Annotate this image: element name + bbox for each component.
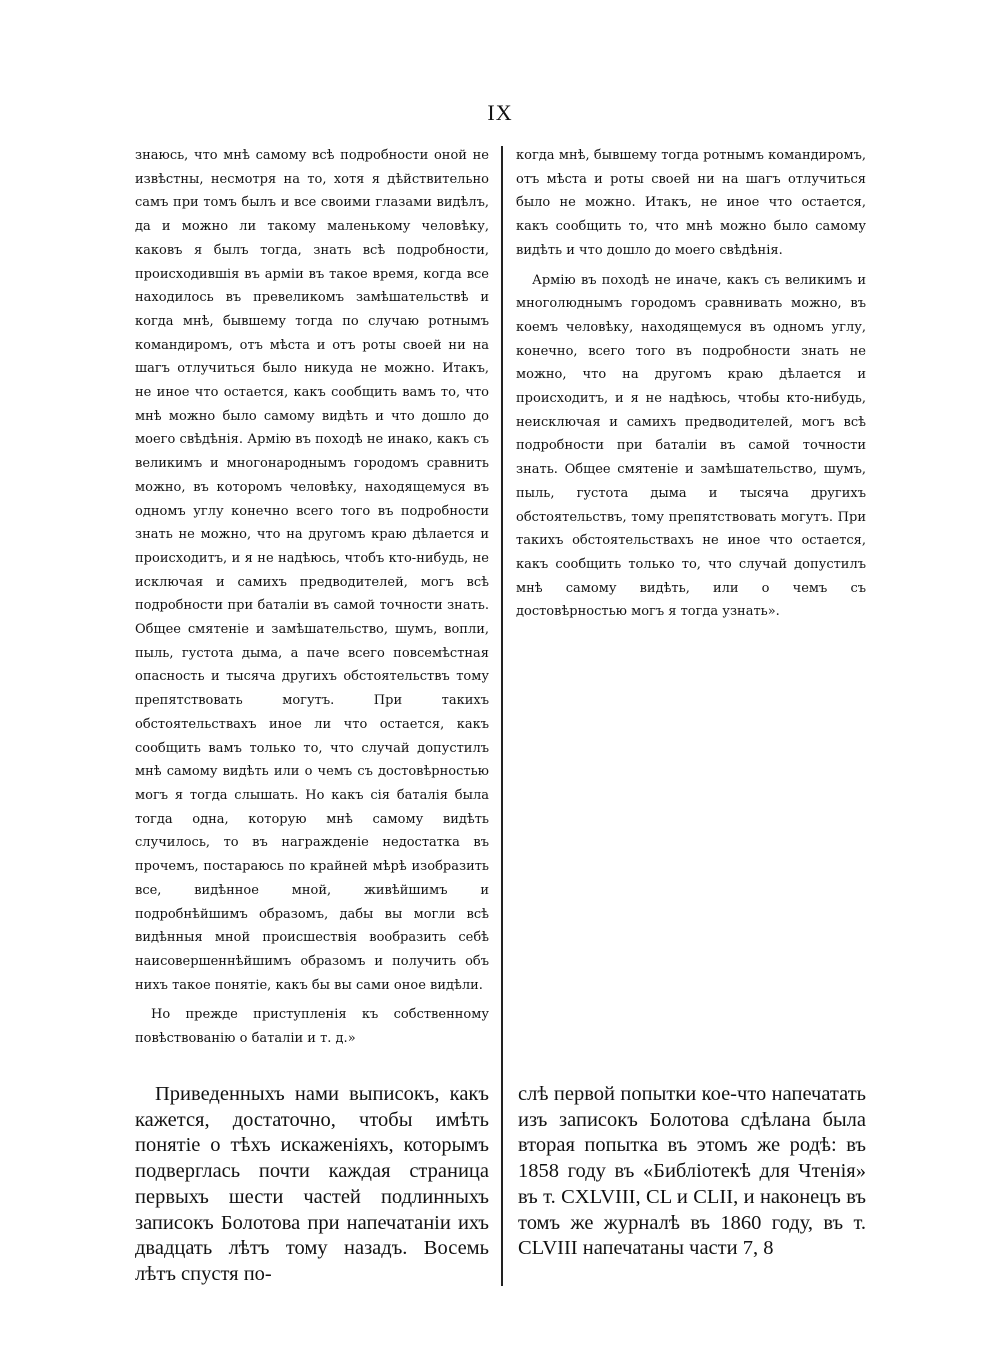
commentary-column-right — [518, 1082, 866, 1262]
quote-right-paragraph-1: когда мнѣ, бывшему тогда ротнымъ командиромъ, отъ мѣста и роты своей ни на шагъ отлучиться было не можно. Итакъ, не иное что остается, какъ сообщить то, что мнѣ можно было самому видѣть и что дошло до моего свѣдѣнія. — [516, 148, 866, 258]
quote-left-paragraph-1: знаюсь, что мнѣ самому всѣ подробности оной не извѣстны, несмотря на то, хотя я дѣйствительно самъ при томъ былъ и все своими глазами видѣлъ, да и можно ли такому маленькому человѣку, каковъ я былъ тогда, знать всѣ подробности, происходившія въ арміи въ такое время, когда все находилось въ превеликомъ замѣшательствѣ и когда мнѣ, бывшему тогда по случаю ротнымъ командиромъ, отъ мѣста и отъ роты своей ни на шагъ отлучиться было никуда не можно. Итакъ, не иное что остается, какъ сообщить вамъ то, что мнѣ можно было самому видѣть и что дошло до моего свѣдѣнія. Армію въ походѣ не инако, какъ съ великимъ и многонароднымъ городомъ сравнить можно, въ которомъ человѣку, находящемуся въ одномъ углу конечно всего того въ подробности знать не можно, что на другомъ краю дѣлается и происходитъ, и я не надѣюсь, чтобъ кто-нибудь, не исключая и самихъ предводителей, могъ всѣ подробности при баталіи въ самой точности знать. Общее смятеніе и замѣшательство, шумъ, вопли, пыль, густота дыма, а паче всего повсемѣстная опасность и тысяча другихъ обстоятельствъ тому препятствовать могутъ. При такихъ обстоятельствахъ иное ли что остается, какъ сообщить вамъ только то, что случай допустилъ мнѣ самому видѣть или о чемъ съ достовѣрностью могъ я тогда слышать. Но какъ сія баталія была тогда одна, которую мнѣ самому видѣть случилось, то въ награжденіе недостатка въ прочемъ, постараюсь по крайней мѣрѣ изобразить все, видѣнное мной, живѣйшимъ и подробнѣйшимъ образомъ, дабы вы могли всѣ видѣнныя мной происшествія вообразить себѣ наисовершеннѣйшимъ образомъ и получить объ нихъ такое понятіе, какъ бы вы сами оное видѣли. — [135, 148, 489, 993]
quote-left-paragraph-2: Но прежде приступленія къ собственному повѣствованію о баталіи и т. д.» — [135, 1007, 489, 1047]
column-divider — [501, 146, 503, 1286]
quote-column-left — [135, 144, 489, 1051]
commentary-right-paragraph: слѣ первой попытки кое-что напечатать изъ записокъ Болотова сдѣлана была вторая попытка въ этомъ же родѣ: въ 1858 году въ «Библіотекѣ для Чтенія» въ т. CXLVIII, CL и CLII, и наконецъ въ томъ же журналѣ въ 1860 году, въ т. CLVIII напечатаны части 7, 8 — [518, 1083, 866, 1260]
page-number: IX — [487, 100, 513, 125]
commentary-column-left — [135, 1082, 489, 1288]
quote-right-paragraph-2: Армію въ походѣ не иначе, какъ съ великимъ и многолюднымъ городомъ сравнивать можно, въ коемъ человѣку, находящемуся въ одномъ углу, конечно, всего того въ подробности знать не можно, что на другомъ краю дѣлается и происходитъ, и я не надѣюсь, чтобы кто-нибудь, неисключая и самихъ предводителей, могъ всѣ подробности при баталіи въ самой точности знать. Общее смятеніе и замѣшательство, шумъ, пыль, густота дыма и тысяча другихъ обстоятельствъ, тому препятствовать могутъ. При такихъ обстоятельствахъ не иное что остается, какъ сообщить только то, что случай допустилъ мнѣ самому видѣть, или о чемъ съ достовѣрностью могъ я тогда узнать». — [516, 272, 866, 620]
quote-column-right — [516, 144, 866, 624]
commentary-left-paragraph: Приведенныхъ нами выписокъ, какъ кажется, достаточно, чтобы имѣть понятіе о тѣхъ искаженіяхъ, которымъ подверглась почти каждая страница первыхъ шести частей подлинныхъ записокъ Болотова при напечатаніи ихъ двадцать лѣтъ тому назадъ. Восемь лѣтъ спустя по- — [135, 1083, 489, 1285]
